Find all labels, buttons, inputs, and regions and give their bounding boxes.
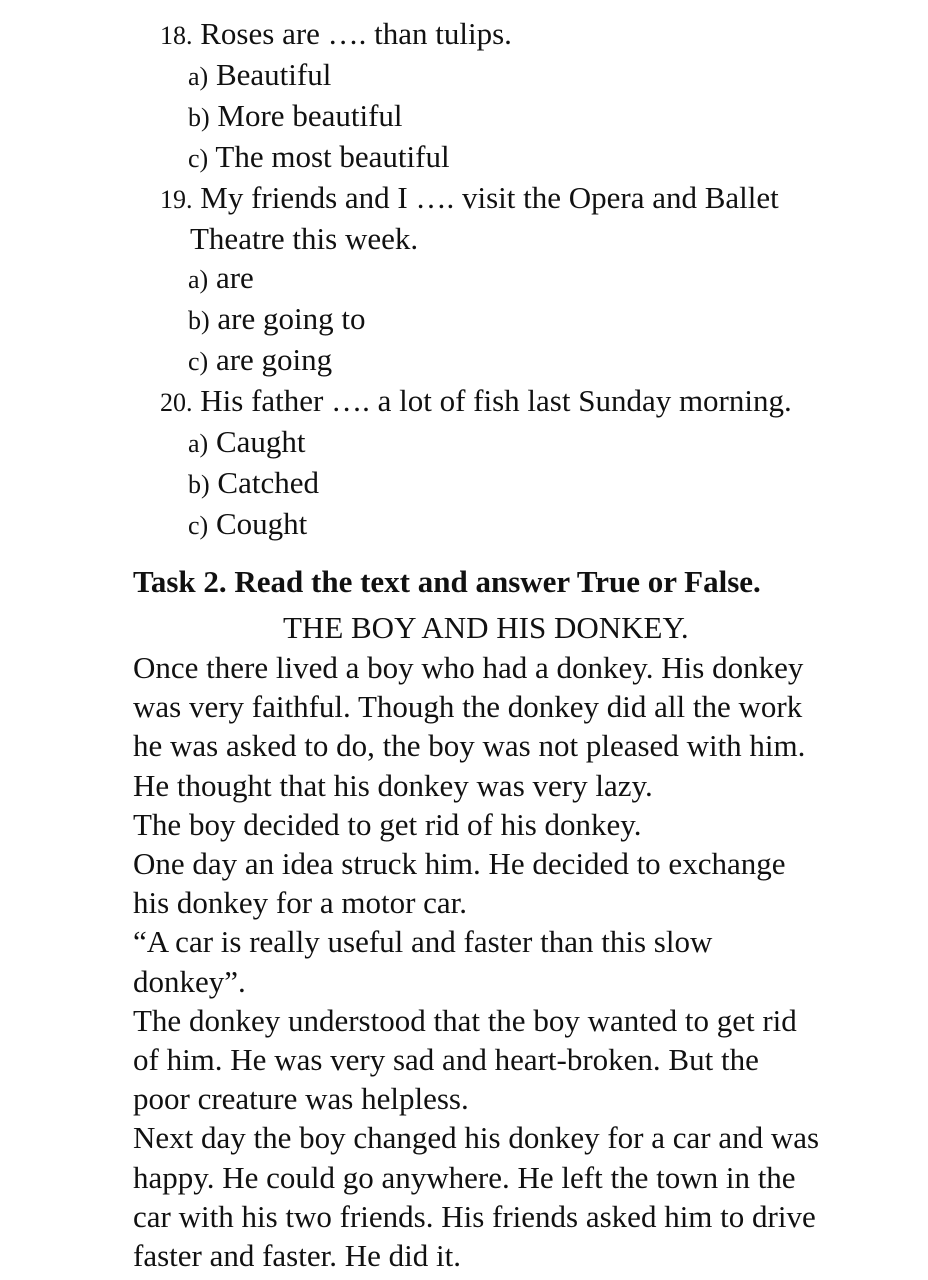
answer-option [160,96,880,137]
story-line: The boy decided to get rid of his donkey. [133,806,642,842]
option-letter: a) [188,265,209,294]
option-text: are going [215,342,333,377]
story-line: his donkey for a motor car. [133,885,468,921]
option-letter: a) [188,429,209,458]
option-text: The most beautiful [215,139,450,174]
question-number: 18. [160,21,193,50]
question-19 [160,178,880,381]
story-line: of him. He was very sad and heart-broken. But the [133,1042,759,1078]
answer-option [160,463,880,504]
question-text: Roses are …. than tulips. [200,16,512,51]
story-title: THE BOY AND HIS DONKEY. [283,610,689,645]
question-stem [160,178,880,219]
story-line: Once there lived a boy who had a donkey. His donkey [133,650,804,685]
story-line: Next day the boy changed his donkey for a car and was [133,1120,820,1156]
story-line: The donkey understood that the boy wanted to get rid [133,1002,797,1038]
story-line: happy. He could go anywhere. He left the town in the [133,1159,796,1195]
story-line: car with his two friends. His friends asked him to drive [133,1198,816,1234]
answer-option [160,137,880,178]
story-line: he was asked to do, the boy was not pleased with him. [133,728,806,764]
option-text: are going to [217,301,366,336]
question-text: His father …. a lot of fish last Sunday morning. [200,383,792,418]
question-text-continuation: Theatre this week. [190,221,419,256]
story-line: faster and faster. He did it. [133,1238,461,1274]
question-stem [160,381,880,422]
option-letter: b) [188,470,210,499]
story-line: poor creature was helpless. [133,1081,469,1117]
question-stem [160,14,880,55]
answer-option [160,422,880,463]
option-letter: a) [188,62,209,91]
option-text: Beautiful [215,57,332,92]
option-letter: c) [188,144,209,173]
question-number: 19. [160,185,193,214]
question-list [160,14,880,545]
question-20 [160,381,880,545]
story-line: donkey”. [133,963,246,999]
option-text: Catched [217,465,319,500]
story-body [133,648,893,1275]
option-text: More beautiful [217,98,403,133]
task-heading: Task 2. Read the text and answer True or False. [133,564,761,599]
answer-option [160,299,880,340]
answer-option [160,258,880,299]
task-2-section [133,562,893,1275]
story-line: was very faithful. Though the donkey did all the work [133,689,803,725]
question-number: 20. [160,388,193,417]
story-line: One day an idea struck him. He decided to exchange [133,846,786,882]
question-text: My friends and I …. visit the Opera and Ballet [200,180,779,215]
option-letter: c) [188,511,209,540]
answer-option [160,55,880,96]
story-line: He thought that his donkey was very lazy. [133,767,653,803]
option-letter: c) [188,347,209,376]
option-text: are [215,260,254,295]
story-line: “A car is really useful and faster than this slow [133,924,713,960]
option-letter: b) [188,306,210,335]
option-letter: b) [188,103,210,132]
answer-option [160,504,880,545]
option-text: Cought [215,506,308,541]
answer-option [160,340,880,381]
option-text: Caught [215,424,306,459]
question-18 [160,14,880,178]
